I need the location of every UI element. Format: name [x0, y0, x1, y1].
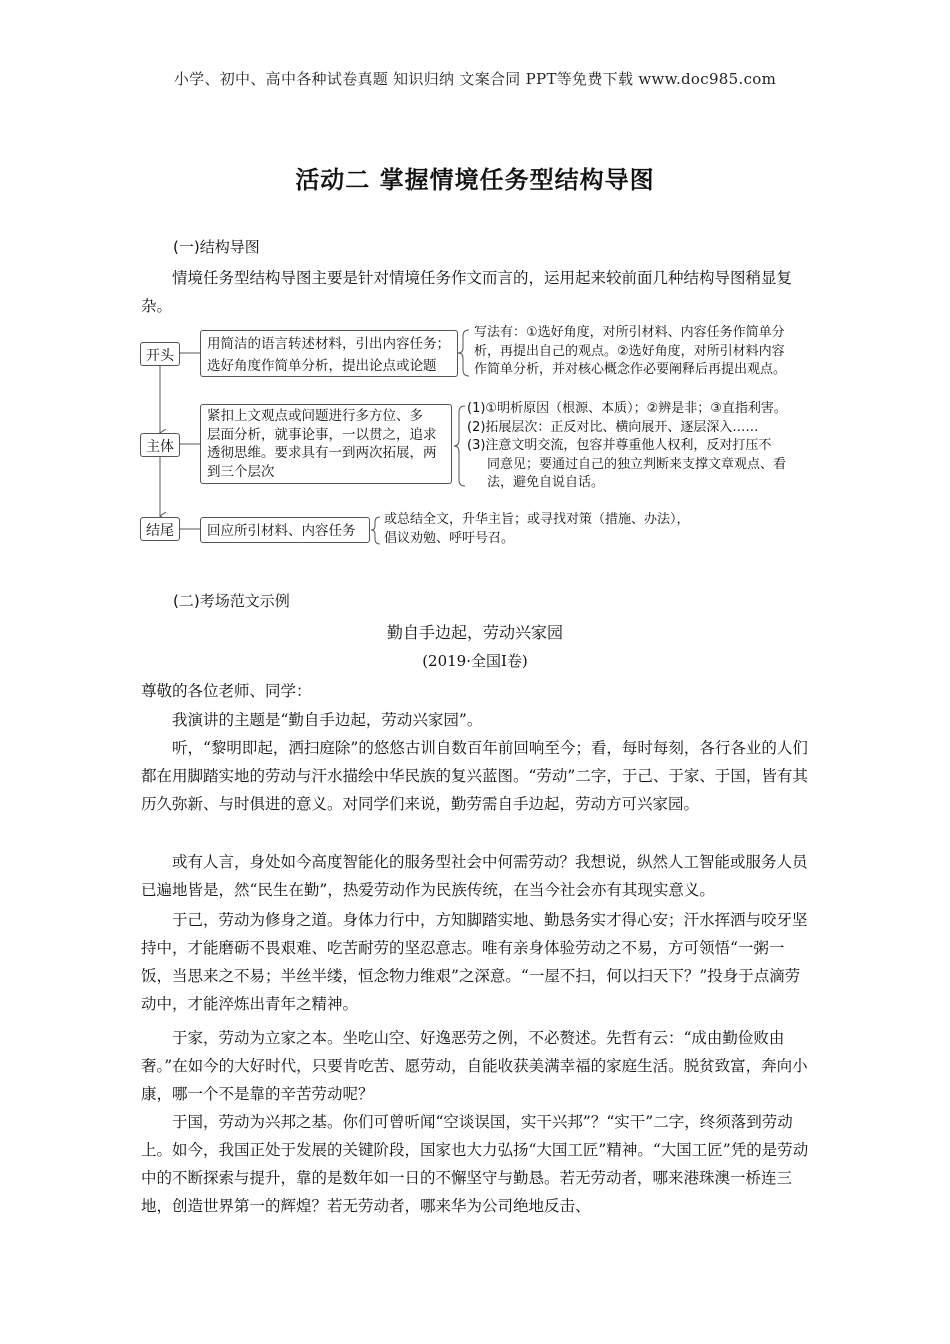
body-box-line: 到三个层次 — [207, 463, 275, 480]
section2-heading: (二)考场范文示例 — [173, 592, 290, 610]
essay-salutation: 尊敬的各位老师、同学： — [141, 682, 312, 700]
section1-intro: 情境任务型结构导图主要是针对情境任务作文而言的，运用起来较前面几种结构导图稍显复杂。 — [141, 269, 793, 315]
node-note-ending — [384, 511, 690, 548]
essay-paragraph: 于家，劳动为立家之本。坐吃山空、好逸恶劳之例，不必赘述。先哲有云：“成由勤俭败由奢。”在如今的大好时代，只要肯吃苦、愿劳动，自能收获美满幸福的家庭生活。脱贫致富，奔向小康，哪一个不是靠的辛苦劳动呢？ — [141, 1029, 808, 1103]
essay-paragraph: 或有人言，身处如今高度智能化的服务型社会中何需劳动？我想说，纵然人工智能或服务人员已遍地皆是，然“民生在勤”，热爱劳动作为民族传统，在当今社会亦有其现实意义。 — [141, 853, 808, 899]
body-box-line: 紧扣上文观点或问题进行多方位、多 — [207, 408, 423, 424]
opening-box-line: 用简洁的语言转述材料，引出内容任务； — [207, 336, 450, 352]
ending-box-line: 回应所引材料、内容任务 — [207, 523, 356, 539]
essay-paragraph: 我演讲的主题是“勤自手边起，劳动兴家园”。 — [172, 711, 483, 729]
essay-source: (2019·全国Ⅰ卷) — [422, 652, 528, 670]
body-note-line: (1)①明析原因（根源、本质）；②辨是非；③直指利害。 — [467, 401, 787, 416]
body-box-line: 透彻思维。要求具有一到两次拓展，两 — [207, 445, 437, 461]
ending-note-line: 或总结全文，升华主旨；或寻找对策（措施、办法）， — [384, 512, 690, 527]
node-label-body: 主体 — [140, 433, 180, 457]
essay-paragraph: 于国，劳动为兴邦之基。你们可曾听闻“空谈误国，实干兴邦”？“实干”二字，终须落到劳动上。如今，我国正处于发展的关键阶段，国家也大力弘扬“大国工匠”精神。“大国工匠”凭的是劳动中的不断探索与提升，靠的是数年如一日的不懈坚守与勤恳。若无劳动者，哪来港珠澳一桥连三地，创造世界第一的辉煌？若无劳动者，哪来华为公司绝地反击、 — [141, 1113, 809, 1215]
essay-paragraph: 听，“黎明即起，洒扫庭除”的悠悠古训自数百年前回响至今；看，每时每刻，各行各业的人们都在用脚踏实地的劳动与汗水描绘中华民族的复兴蓝图。“劳动”二字，于己、于家、于国，皆有其历久弥新、与时俱进的意义。对同学们来说，勤劳需自手边起，劳动方可兴家园。 — [141, 739, 808, 813]
ending-note-line: 倡议劝勉、呼吁号召。 — [384, 530, 515, 546]
opening-note-line: 析，再提出自己的观点。②选好角度，对所引材料内容 — [474, 343, 785, 359]
opening-box-line: 选好角度作简单分析，提出论点或论题 — [207, 358, 437, 374]
node-note-opening — [474, 324, 786, 380]
essay-title: 勤自手边起，劳动兴家园 — [386, 623, 563, 642]
opening-note-line: 作简单分析，并对核心概念作必要阐释后再提出观点。 — [474, 362, 787, 377]
body-note-line: 法，避免自说自话。 — [487, 475, 605, 490]
node-box-body — [200, 404, 452, 484]
opening-note-line: 写法有：①选好角度，对所引材料、内容任务作简单分 — [474, 325, 785, 340]
node-label-ending: 结尾 — [140, 517, 180, 541]
page-header: 小学、初中、高中各种试卷真题 知识归纳 文案合同 PPT等免费下载 www.doc985.com — [173, 70, 777, 88]
node-label-opening: 开头 — [140, 342, 180, 366]
body-note-line: (2)拓展层次：正反对比、横向展开、逐层深入…… — [467, 419, 759, 435]
node-note-body — [467, 400, 787, 493]
node-box-ending — [200, 517, 370, 543]
body-note-line: 同意见；要通过自己的独立判断来支撑文章观点、看 — [487, 456, 787, 472]
essay-paragraph: 于己，劳动为修身之道。身体力行中，方知脚踏实地、勤恳务实才得心安；汗水挥洒与咬牙坚持中，才能磨砺不畏艰难、吃苦耐劳的坚忍意志。唯有亲身体验劳动之不易，方可领悟“一粥一饭，当思来之不易；半丝半缕，恒念物力维艰”之深意。“一屋不扫，何以扫天下？”投身于点滴劳动中，才能淬炼出青年之精神。 — [141, 911, 808, 1013]
page-title: 活动二 掌握情境任务型结构导图 — [295, 166, 655, 194]
body-box-line: 层面分析，就事论事，一以贯之，追求 — [207, 426, 437, 443]
node-box-opening — [200, 330, 458, 377]
section1-heading: (一)结构导图 — [173, 238, 260, 256]
body-note-line: (3)注意文明交流，包容并尊重他人权利，反对打压不 — [467, 438, 772, 453]
